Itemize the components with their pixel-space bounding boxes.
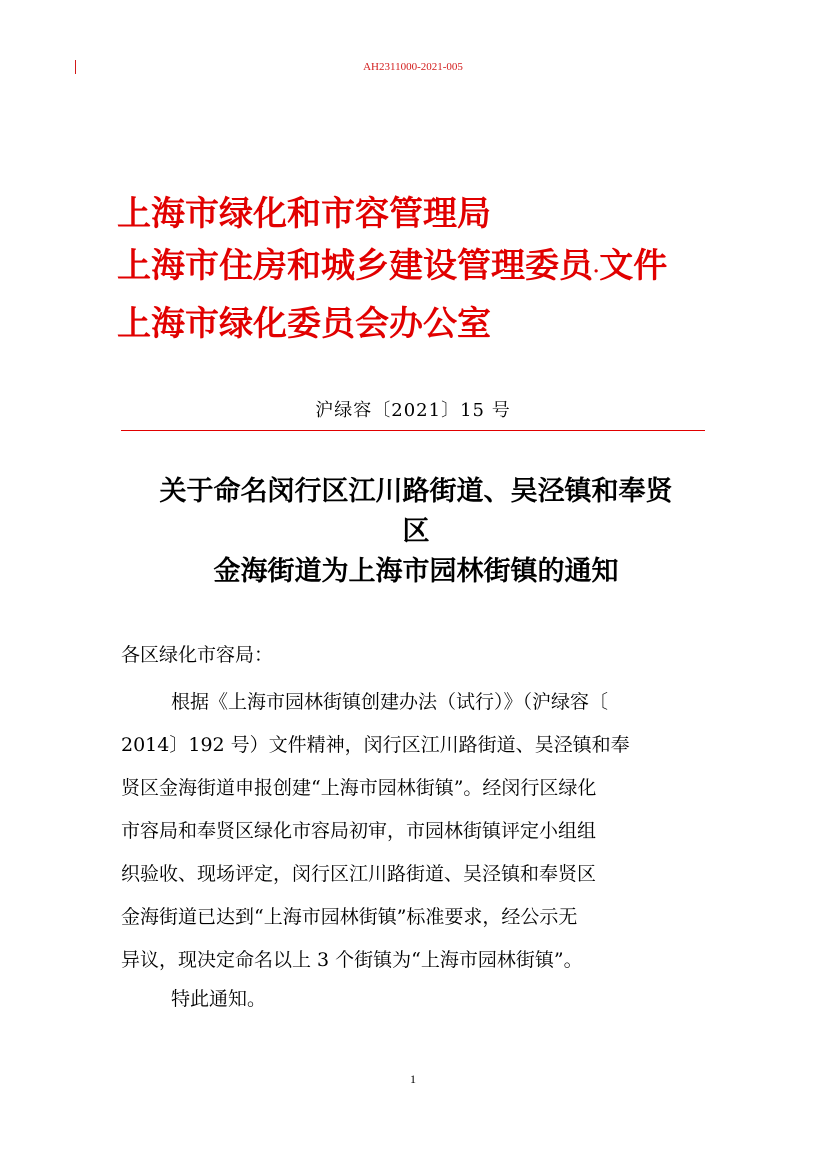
body-line: 贤区金海街道申报创建“上海市园林街镇”。经闵行区绿化 <box>121 777 597 799</box>
body-line: 异议，现决定命名以上 3 个街镇为“上海市园林街镇”。 <box>121 949 583 971</box>
body-line: 2014〕192 号）文件精神，闵行区江川路街道、吴泾镇和奉 <box>121 734 630 756</box>
body-paragraph <box>121 681 711 982</box>
document-title-line: 金海街道为上海市园林街镇的通知 <box>213 556 619 587</box>
body-line: 织验收、现场评定，闵行区江川路街道、吴泾镇和奉贤区 <box>121 863 597 885</box>
issuer-housing-commission-name: 上海市住房和城乡建设管理委员 <box>117 246 593 286</box>
issuing-agencies-header <box>117 188 667 350</box>
document-title-line: 关于命名闵行区江川路街道、吴泾镇和奉贤 <box>159 476 673 507</box>
issuer-greening-committee-office: 上海市绿化委员会办公室 <box>117 304 491 344</box>
body-line: 金海街道已达到“上海市园林街镇”标准要求，经公示无 <box>121 906 578 928</box>
red-divider-line <box>121 430 705 431</box>
document-number: 沪绿容〔2021〕15 号 <box>315 400 511 421</box>
addressee: 各区绿化市容局： <box>121 644 274 666</box>
document-label: 文件 <box>599 246 668 286</box>
issuer-greening-bureau: 上海市绿化和市容管理局 <box>117 194 491 234</box>
issuer-housing-commission <box>117 240 667 298</box>
document-code: AH2311000-2021-005 <box>363 61 463 73</box>
document-title <box>121 472 711 592</box>
page-number: 1 <box>410 1072 416 1086</box>
body-line: 根据《上海市园林街镇创建办法（试行）》（沪绿容〔 <box>171 691 609 713</box>
closing-remark: 特此通知。 <box>171 988 267 1010</box>
body-line: 市容局和奉贤区绿化市容局初审，市园林街镇评定小组组 <box>121 820 597 842</box>
issuer-separator-dot: · <box>593 261 600 282</box>
document-title-line: 区 <box>402 516 430 547</box>
